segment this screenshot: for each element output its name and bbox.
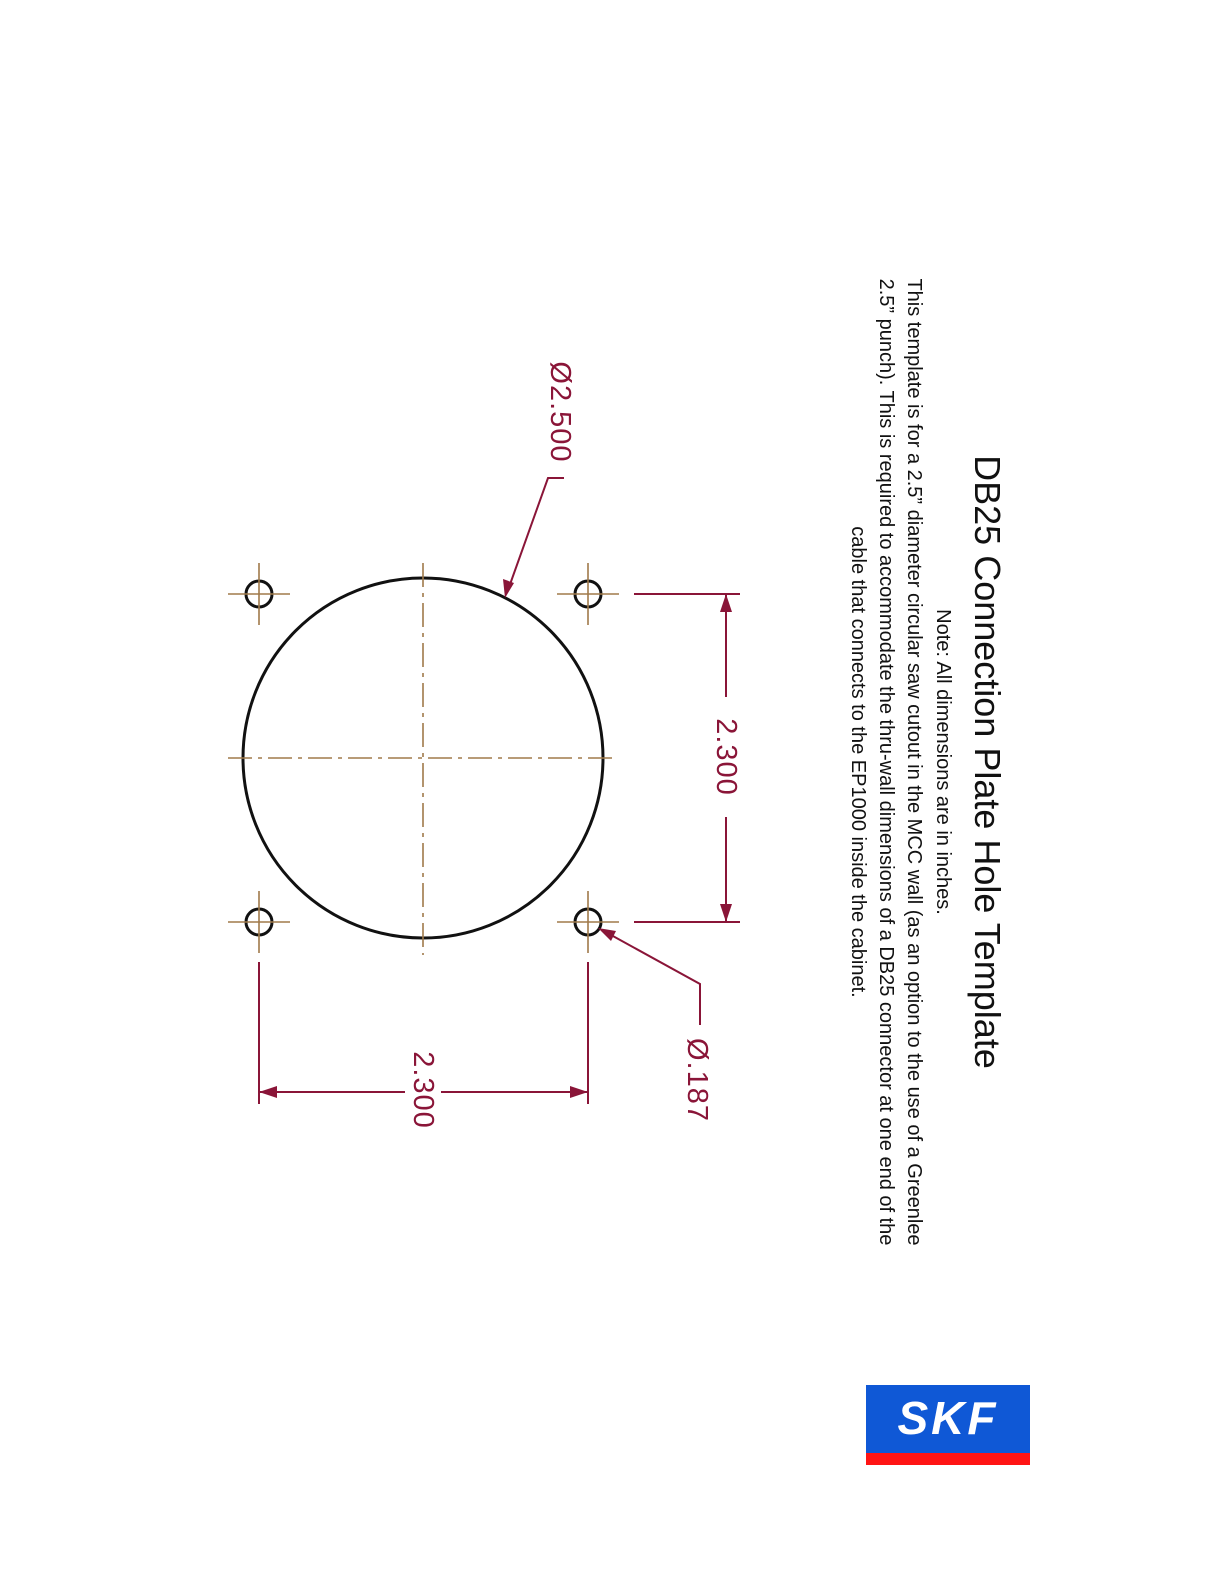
large-hole-diameter-label: Ø2.500 (542, 347, 578, 477)
drawing-title: DB25 Connection Plate Hole Template (967, 455, 1008, 1069)
mounting-hole-top-left (228, 563, 290, 625)
title-block (844, 262, 1016, 1262)
mounting-hole-top-right (557, 563, 619, 625)
template-description: This template is for a 2.5” diameter circular saw cutout in the MCC wall (as an option to the use of a Greenlee 2.5” punch). This is required to accommodate the thru-wall dimensions of a DB25 connector at one end of the cable that connects to the EP1000 inside the cabinet. (847, 278, 925, 1246)
small-hole-diameter-label: Ø.187 (679, 1025, 715, 1135)
leader-small-diameter (598, 928, 700, 1026)
vertical-spacing-label: 2.300 (708, 697, 744, 817)
horizontal-spacing-label: 2.300 (405, 1030, 441, 1150)
units-note: Note: All dimensions are in inches. (932, 609, 954, 915)
mounting-hole-bottom-right (557, 891, 619, 953)
leader-large-diameter (503, 478, 564, 598)
skf-logo: SKF (866, 1385, 1030, 1465)
mounting-hole-bottom-left (228, 891, 290, 953)
